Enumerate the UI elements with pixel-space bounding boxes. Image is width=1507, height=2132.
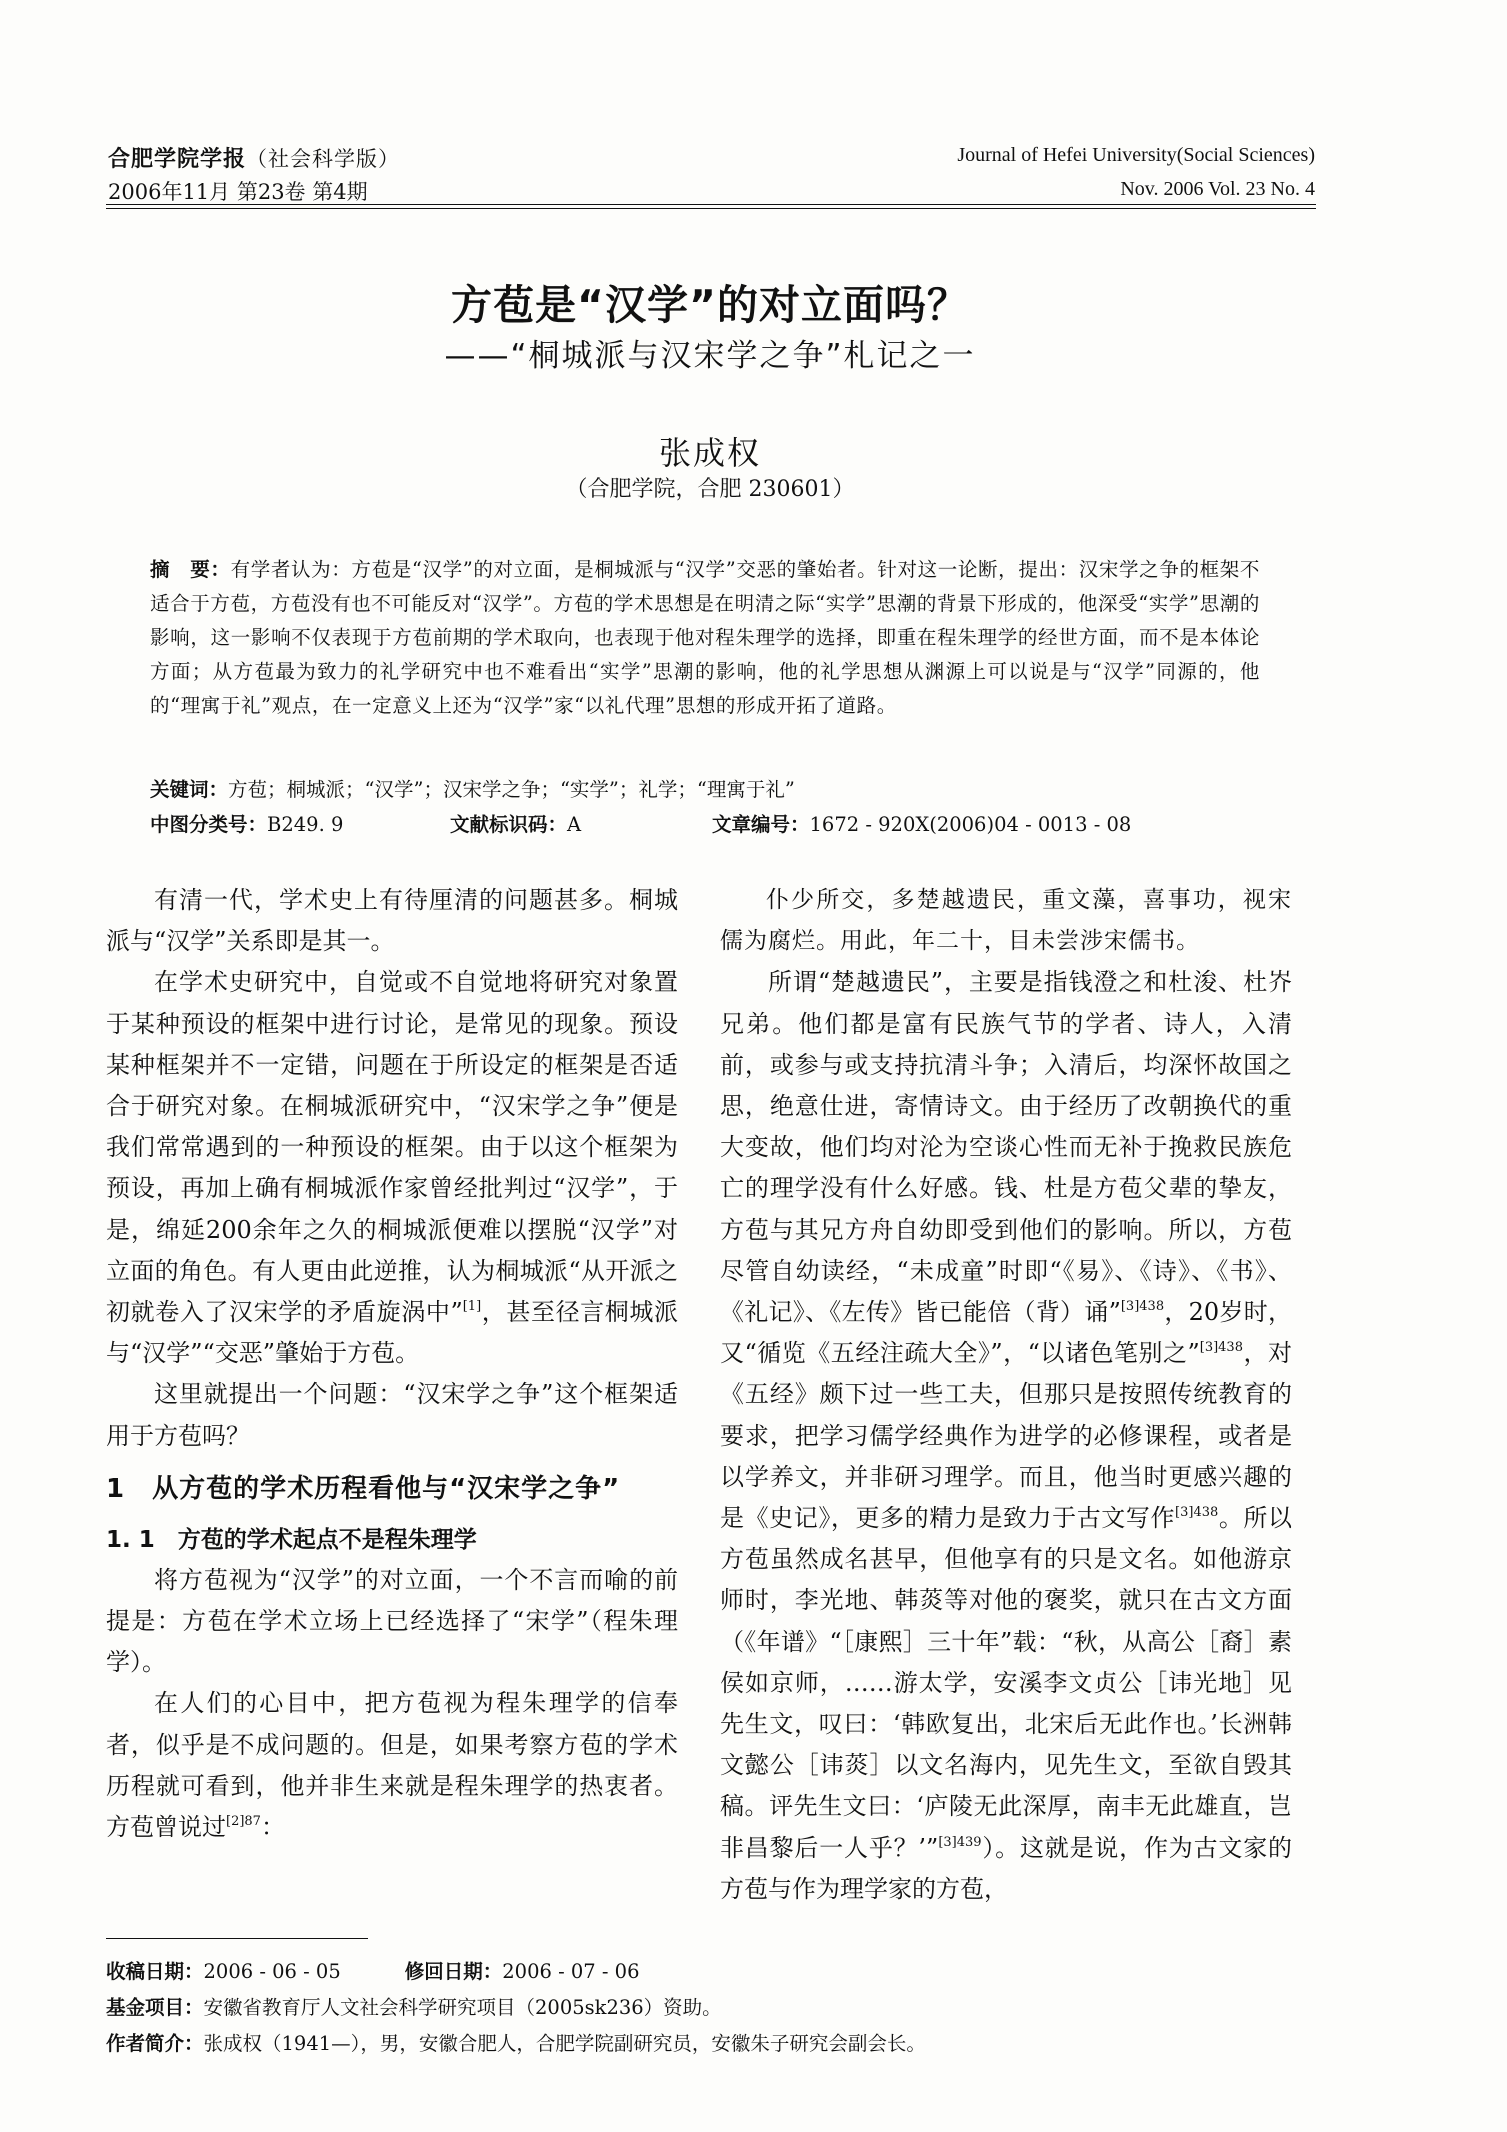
paragraph-text: 在人们的心目中，把方苞视为程朱理学的信奉者，似乎是不成问题的。但是，如果考察方苞的学术历程就可看到，他并非生来就是程朱理学的热衷者。方苞曾说过 xyxy=(106,1689,678,1842)
clc-number xyxy=(150,810,343,840)
body-right-column xyxy=(720,880,1292,1910)
paragraph-text: ，对《五经》颇下过一些工夫，但那只是按照传统教育的要求，把学习儒学经典作为进学的必修课程，或者是以学养文，并非研习理学。而且，他当时更感兴趣的是《史记》，更多的精力是致力于古文写作 xyxy=(720,1339,1293,1533)
received-label: 收稿日期： xyxy=(106,1960,204,1983)
paragraph-text: 在学术史研究中，自觉或不自觉地将研究对象置于某种预设的框架中进行讨论，是常见的现象。预设某种框架并不一定错，问题在于所设定的框架是否适合于研究对象。在桐城派研究中，“汉宋学之争”便是我们常常遇到的一种预设的框架。由于以这个框架为预设，再加上确有桐城派作家曾经批判过“汉学”，于是，绵延200余年之久的桐城派便难以摆脱“汉学”对立面的角色。有人更由此逆推，认为桐城派“从开派之初就卷入了汉宋学的矛盾旋涡中” xyxy=(106,968,678,1327)
footnote-fund xyxy=(106,1994,722,2022)
fund-label: 基金项目： xyxy=(106,1996,204,2019)
header-rule-bottom xyxy=(106,208,1316,209)
subsection-heading: 1. 1 方苞的学术起点不是程朱理学 xyxy=(106,1526,477,1553)
article-number-value: 1672 - 920X(2006)04 - 0013 - 08 xyxy=(809,813,1132,836)
paragraph-text: 。所以方苞虽然成名甚早，但他享有的只是文名。如他游京师时，李光地、韩菼等对他的褒奖，就只在古文方面（《年谱》“［康熙］三十年”载：“秋，从高公［裔］素侯如京师，……游太学，安溪李文贞公［讳光地］见先生文，叹曰：‘韩欧复出，北宋后无此作也。’长洲韩文懿公［讳菼］以文名海内，见先生文，至欲自毁其稿。评先生文曰：‘庐陵无此深厚，南丰无此雄直，岂非昌黎后一人乎？’” xyxy=(720,1504,1293,1862)
abstract xyxy=(150,553,1260,723)
doc-code-label: 文献标识码： xyxy=(450,813,568,836)
keywords xyxy=(150,775,1260,805)
paragraph: 这里就提出一个问题：“汉宋学之争”这个框架适用于方苞吗？ xyxy=(106,1380,678,1450)
article-number xyxy=(712,810,1131,840)
journal-name-cn-sub: （社会科学版） xyxy=(246,147,401,171)
paragraph xyxy=(106,962,678,1374)
paragraph: 有清一代，学术史上有待厘清的问题甚多。桐城派与“汉学”关系即是其一。 xyxy=(106,886,678,956)
article-number-label: 文章编号： xyxy=(712,813,810,836)
paragraph xyxy=(106,1683,678,1848)
citation-ref[interactable]: [3]438 xyxy=(1175,1505,1219,1521)
journal-name-en: Journal of Hefei University(Social Sciences) xyxy=(957,144,1315,166)
issue-info-cn: 2006年11月 第23卷 第4期 xyxy=(108,180,368,204)
paragraph-text: ，20岁时，又“循览《五经注疏大全》”，“以诸色笔别之” xyxy=(720,1298,1292,1368)
citation-ref[interactable]: [3]439 xyxy=(938,1834,982,1850)
journal-name-cn-main: 合肥学院学报 xyxy=(108,147,247,172)
paragraph xyxy=(720,962,1292,1910)
clc-value: B249. 9 xyxy=(267,813,344,836)
abstract-label: 摘 要： xyxy=(150,558,231,581)
paragraph-text: 所谓“楚越遗民”，主要是指钱澄之和杜浚、杜岕兄弟。他们都是富有民族气节的学者、诗人，入清前，或参与或支持抗清斗争；入清后，均深怀故国之思，绝意仕进，寄情诗文。由于经历了改朝换代的重大变故，他们均对沦为空谈心性而无补于挽救民族危亡的理学没有什么好感。钱、杜是方苞父辈的挚友，方苞与其兄方舟自幼即受到他们的影响。所以，方苞尽管自幼读经，“未成童”时即“《易》、《诗》、《书》、《礼记》、《左传》皆已能倍（背）诵” xyxy=(720,968,1292,1327)
received-value: 2006 - 06 - 05 xyxy=(203,1960,341,1983)
footnote-author-bio xyxy=(106,2030,926,2058)
keywords-label: 关键词： xyxy=(150,778,229,801)
article-title: 方苞是“汉学”的对立面吗？ xyxy=(451,281,969,329)
doc-code-value: A xyxy=(567,813,582,836)
paragraph-text: ： xyxy=(260,1813,285,1842)
fund-value: 安徽省教育厅人文社会科学研究项目（2005sk236）资助。 xyxy=(203,1996,722,2019)
section-heading: 1 从方苞的学术历程看他与“汉宋学之争” xyxy=(106,1473,621,1504)
issue-info-en: Nov. 2006 Vol. 23 No. 4 xyxy=(1120,178,1315,200)
journal-name-cn xyxy=(108,142,400,173)
citation-ref[interactable]: [3]438 xyxy=(1120,1299,1165,1315)
footnote-dates xyxy=(106,1958,640,1986)
clc-label: 中图分类号： xyxy=(150,813,268,836)
citation-ref[interactable]: [1] xyxy=(462,1299,482,1315)
keywords-text: 方苞；桐城派；“汉学”；汉宋学之争；“实学”；礼学；“理寓于礼” xyxy=(228,778,795,801)
footnote-rule xyxy=(106,1938,368,1939)
header-rule-top xyxy=(106,204,1316,205)
paragraph-text: ）。这就是说，作为古文家的方苞与作为理学家的方苞， xyxy=(720,1833,1292,1903)
paragraph: 将方苞视为“汉学”的对立面，一个不言而喻的前提是：方苞在学术立场上已经选择了“宋学”（程朱理学）。 xyxy=(106,1565,678,1677)
document-code xyxy=(450,810,581,840)
revised-label: 修回日期： xyxy=(404,1960,503,1983)
citation-ref[interactable]: [3]438 xyxy=(1199,1340,1243,1356)
article-subtitle: ——“桐城派与汉宋学之争”札记之一 xyxy=(444,338,976,374)
abstract-text: 有学者认为：方苞是“汉学”的对立面，是桐城派与“汉学”交恶的肇始者。针对这一论断，提出：汉宋学之争的框架不适合于方苞，方苞没有也不可能反对“汉学”。方苞的学术思想是在明清之际“实学”思潮的背景下形成的，他深受“实学”思潮的影响，这一影响不仅表现于方苞前期的学术取向，也表现于他对程朱理学的选择，即重在程朱理学的经世方面，而不是本体论方面；从方苞最为致力的礼学研究中也不难看出“实学”思潮的影响，他的礼学思想从渊源上可以说是与“汉学”同源的，他的“理寓于礼”观点，在一定意义上还为“汉学”家“以礼代理”思想的形成开拓了道路。 xyxy=(150,558,1260,717)
author-affiliation: （合肥学院，合肥 230601） xyxy=(565,477,855,502)
revised-value: 2006 - 07 - 06 xyxy=(502,1960,640,1983)
body-left-column xyxy=(106,880,678,1848)
paragraph-text: ，甚至径言桐城派与“汉学”“交恶”肇始于方苞。 xyxy=(106,1298,678,1368)
block-quote: 仆少所交，多楚越遗民，重文藻，喜事功，视宋儒为腐烂。用此，年二十，目未尝涉宋儒书。 xyxy=(720,887,1292,955)
bio-label: 作者简介： xyxy=(106,2032,204,2055)
citation-ref[interactable]: [2]87 xyxy=(226,1814,261,1830)
bio-value: 张成权（1941—），男，安徽合肥人，合肥学院副研究员，安徽朱子研究会副会长。 xyxy=(203,2032,926,2055)
author-name: 张成权 xyxy=(658,434,761,472)
